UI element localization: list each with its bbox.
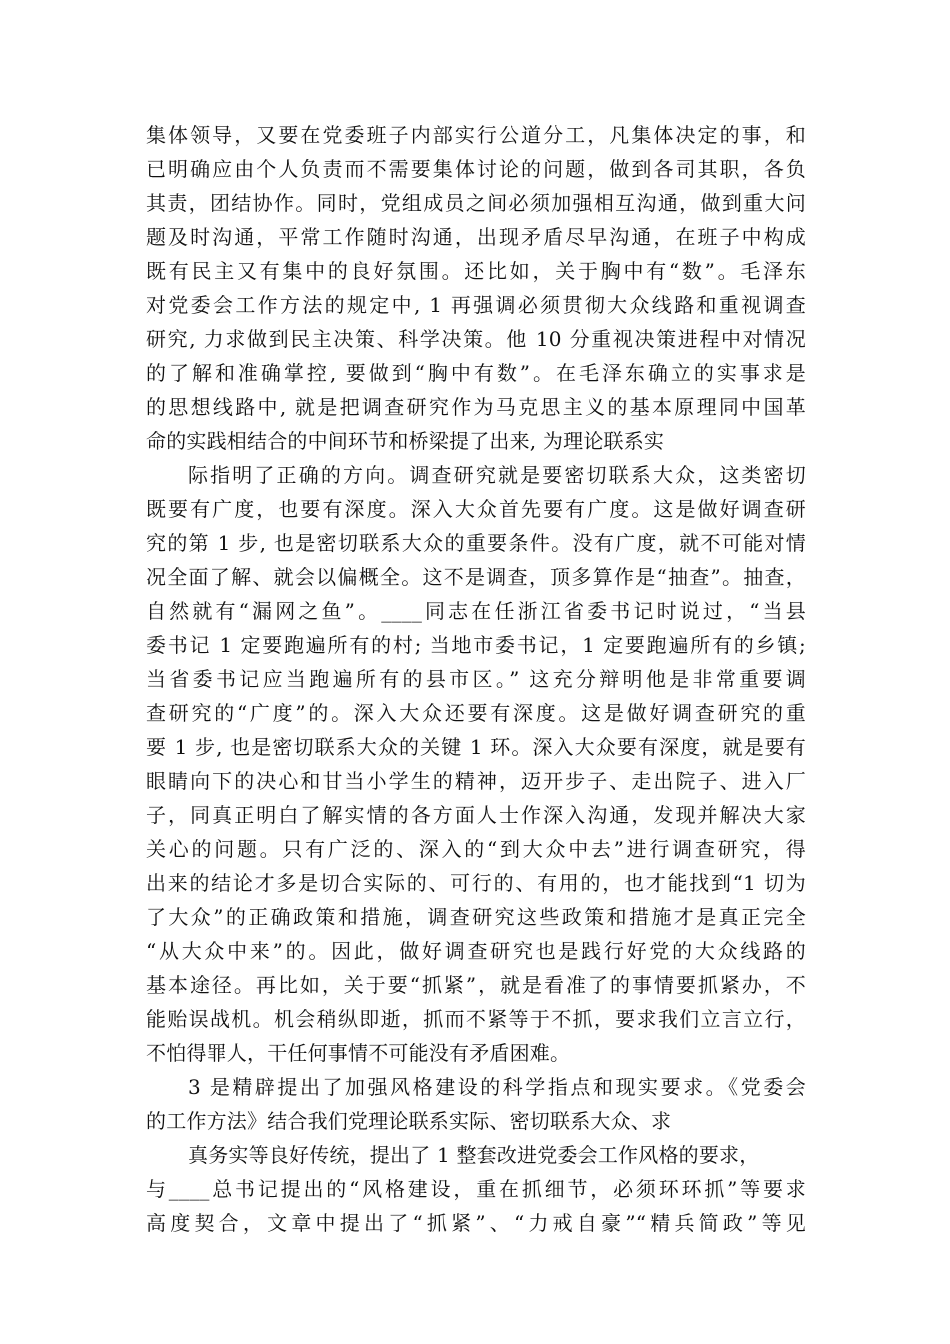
text-line: 出来的结论才多是切合实际的、可行的、有用的，也才能找到“1 切为 <box>146 871 806 895</box>
text-line: 其责，团结协作。同时，党组成员之间必须加强相互沟通，做到重大问 <box>146 191 806 215</box>
text-line: 对党委会工作方法的规定中, 1 再强调必须贯彻大众线路和重视调查 <box>146 293 806 317</box>
text-line: 子，同真正明白了解实情的各方面人士作深入沟通，发现并解决大家 <box>146 803 806 827</box>
text-line: “从大众中来”的。因此，做好调查研究也是践行好党的大众线路的 <box>146 939 806 963</box>
text-line: 了大众”的正确政策和措施，调查研究这些政策和措施才是真正完全 <box>146 905 806 929</box>
text-line: 已明确应由个人负责而不需要集体讨论的问题，做到各司其职，各负 <box>146 157 806 181</box>
text-line: 当省委书记应当跑遍所有的县市区。” 这充分辩明他是非常重要调 <box>146 667 806 691</box>
text-line: 不怕得罪人，干任何事情不可能没有矛盾困难。 <box>146 1041 571 1065</box>
text-line: 题及时沟通，平常工作随时沟通，出现矛盾尽早沟通，在班子中构成 <box>146 225 806 249</box>
text-line: 究的第 1 步, 也是密切联系大众的重要条件。没有广度，就不可能对情 <box>146 531 806 555</box>
text-line: 既有民主又有集中的良好氛围。还比如，关于胸中有“数”。毛泽东 <box>146 259 806 283</box>
text-line: 研究, 力求做到民主决策、科学决策。他 10 分重视决策进程中对情况 <box>146 327 806 351</box>
text-line: 要 1 步, 也是密切联系大众的关键 1 环。深入大众要有深度，就是要有 <box>146 735 806 759</box>
text-line: 既要有广度，也要有深度。深入大众首先要有广度。这是做好调查研 <box>146 497 806 521</box>
text-line: 能贻误战机。机会稍纵即逝，抓而不紧等于不抓，要求我们立言立行， <box>146 1007 806 1031</box>
text-line: 查研究的“广度”的。深入大众还要有深度。这是做好调查研究的重 <box>146 701 806 725</box>
text-line: 基本途径。再比如，关于要“抓紧”，就是看准了的事情要抓紧办，不 <box>146 973 806 997</box>
body-text <box>146 118 806 1240</box>
text-line: 高度契合，文章中提出了“抓紧”、“力戒自豪”“精兵简政”等见 <box>146 1211 806 1235</box>
text-line: 自然就有“漏网之鱼”。____同志在任浙江省委书记时说过，“当县 <box>146 599 806 623</box>
text-line: 况全面了解、就会以偏概全。这不是调查，顶多算作是“抽查”。抽查， <box>146 565 806 589</box>
text-line: 际指明了正确的方向。调查研究就是要密切联系大众，这类密切 <box>188 463 806 487</box>
text-line: 眼睛向下的决心和甘当小学生的精神，迈开步子、走出院子、进入厂 <box>146 769 806 793</box>
text-line: 的工作方法》结合我们党理论联系实际、密切联系大众、求 <box>146 1109 672 1133</box>
text-line: 关心的问题。只有广泛的、深入的“到大众中去”进行调查研究，得 <box>146 837 806 861</box>
text-line: 的了解和准确掌控, 要做到“胸中有数”。在毛泽东确立的实事求是 <box>146 361 806 385</box>
text-line: 集体领导，又要在党委班子内部实行公道分工，凡集体决定的事，和 <box>146 123 806 147</box>
text-line: 真务实等良好传统，提出了 1 整套改进党委会工作风格的要求， <box>188 1143 760 1167</box>
text-line: 3 是精辟提出了加强风格建设的科学指点和现实要求。《党委会 <box>188 1075 806 1099</box>
text-line: 与____总书记提出的“风格建设，重在抓细节，必须环环抓”等要求 <box>146 1177 806 1201</box>
text-line: 命的实践相结合的中间环节和桥梁提了出来, 为理论联系实 <box>146 429 665 453</box>
text-line: 的思想线路中, 就是把调查研究作为马克思主义的基本原理同中国革 <box>146 395 806 419</box>
text-line: 委书记 1 定要跑遍所有的村; 当地市委书记，1 定要跑遍所有的乡镇; <box>146 633 806 657</box>
